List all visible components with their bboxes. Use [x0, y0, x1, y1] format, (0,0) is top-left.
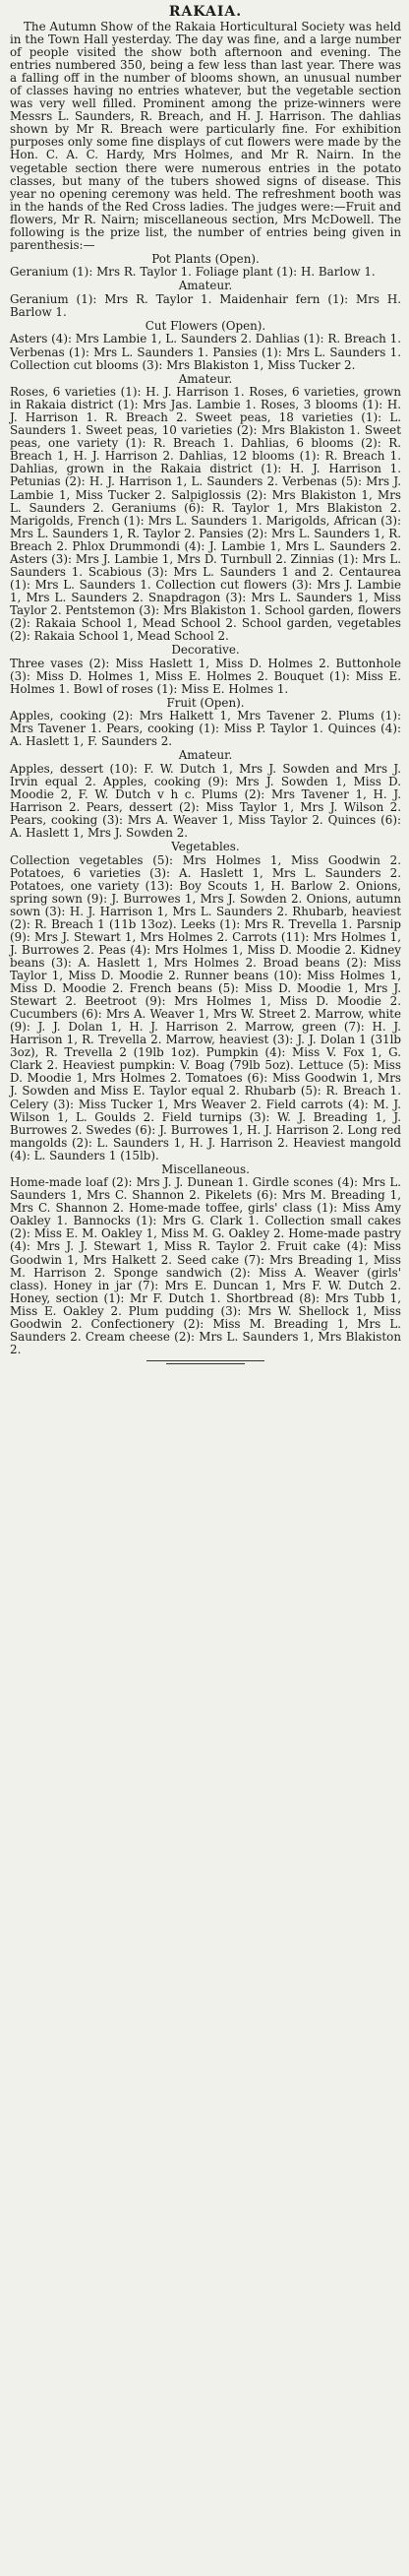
cut-flowers-open-results: Asters (4): Mrs Lambie 1, L. Saunders 2. Dahlias (1): R. Breach 1. Verbenas (1): Mrs L. Saunders 1. Pansies (1): Mrs L. Saunders 1. Collection cut blooms (3): Mrs Blakiston 1, Miss Tucker 2. — [10, 332, 401, 372]
vegetables-results: Collection vegetables (5): Mrs Holmes 1, Miss Goodwin 2. Potatoes, 6 varieties (3): A. Haslett 1, Mrs L. Saunders 2. Potatoes, one variety (13): Boy Scouts 1, H. Barlow 2. Onions, spring sown (9): J. Burrowes 1, Mrs J. Sowden 2. Onions, autumn sown (3): H. J. Harrison 1, Mrs L. Saunders 2. Rhubarb, heaviest (2): R. Breach 1 (11b 13oz). Leeks (1): Mrs R. Trevella 1. Parsnip (9): Mrs J. Stewart 1, Mrs Holmes 2. Carrots (11): Mrs Holmes 1, J. Burrowes 2. Peas (4): Mrs Holmes 1, Miss D. Moodie 2. Kidney beans (3): A. Haslett 1, Mrs Holmes 2. Broad beans (2): Miss Taylor 1, Miss D. Moodie 2. Runner beans (10): Miss Holmes 1, Miss D. Moodie 2. French beans (5): Miss D. Moodie 1, Mrs J. Stewart 2. Beetroot (9): Mrs Holmes 1, Miss D. Moodie 2. Cucumbers (6): Mrs A. Weaver 1, Mrs W. Street 2. Marrow, white (9): J. J. Dolan 1, H. J. Harrison 2. Marrow, green (7): H. J. Harrison 1, R. Trevella 2. Marrow, heaviest (3): J. J. Dolan 1 (31lb 3oz), R. Trevella 2 (19lb 1oz). Pumpkin (4): Miss V. Fox 1, G. Clark 2. Heaviest pumpkin: V. Boag (79lb 5oz). Lettuce (5): Miss D. Moodie 1, Mrs Holmes 2. Tomatoes (6): Miss Goodwin 1, Mrs J. Sowden and Miss E. Taylor equal 2. Rhubarb (5): R. Breach 1. Celery (3): Miss Tucker 1, Mrs Weaver 2. Field carrots (4): M. J. Wilson 1, L. Goulds 2. Field turnips (3): W. J. Breading 1, J. Burrowes 2. Swedes (6): J. Burrowes 1, H. J. Harrison 2. Long red mangolds (2): L. Saunders 1, H. J. Harrison 2. Heaviest mangold (4): L. Saunders 1 (15lb). — [10, 852, 401, 1162]
pot-plants-results: Geranium (1): Mrs R. Taylor 1. Foliage plant (1): H. Barlow 1. — [10, 265, 376, 280]
article-title: RAKAIA. — [168, 4, 243, 20]
section-heading-amateur: Amateur. — [178, 748, 233, 763]
miscellaneous-results: Home-made loaf (2): Mrs J. J. Dunean 1. Girdle scones (4): Mrs L. Saunders 1, Mrs C. Shannon 2. Pikelets (6): Mrs M. Breading 1, Mrs C. Shannon 2. Home-made toffee, girls' class (1): Miss Amy Oakley 1. Bannocks (1): Mrs G. Clark 1. Collection small cakes (2): Miss E. M. Oakley 1, Miss M. G. Oakley 2. Home-made pastry (4): Mrs J. J. Stewart 1, Miss R. Taylor 2. Fruit cake (4): Miss Goodwin 1, Mrs Halkett 2. Seed cake (7): Mrs Breading 1, Miss M. Harrison 2. Sponge sandwich (2): Miss A. Weaver (girls' class). Honey in jar (7): Mrs E. Duncan 1, Mrs F. W. Dutch 2. Honey, section (1): Mr F. Dutch 1. Shortbread (8): Mrs Tubb 1, Miss E. Oakley 2. Plum pudding (3): Mrs W. Shellock 1, Miss Goodwin 2. Confectionery (2): Miss M. Breading 1, Mrs L. Saunders 2. Cream cheese (2): Mrs L. Saunders 1, Mrs Blakiston 2. — [10, 1175, 401, 1356]
section-heading-amateur: Amateur. — [178, 371, 233, 386]
section-heading-miscellaneous: Miscellaneous. — [161, 1162, 250, 1176]
section-heading-amateur: Amateur. — [178, 279, 233, 293]
section-heading-decorative: Decorative. — [171, 643, 240, 658]
fruit-open-results: Apples, cooking (2): Mrs Halkett 1, Mrs Tavener 2. Plums (1): Mrs Tavener 1. Pears, cooking (1): Miss P. Taylor 1. Quinces (4): A. Haslett 1, F. Saunders 2. — [10, 709, 401, 749]
section-heading-fruit-open: Fruit (Open). — [166, 695, 245, 710]
section-heading-cut-flowers-open: Cut Flowers (Open). — [145, 318, 266, 333]
amateur-pot-plants-results: Geranium (1): Mrs R. Taylor 1. Maidenhair fern (1): Mrs H. Barlow 1. — [10, 291, 401, 319]
intro-paragraph: The Autumn Show of the Rakaia Horticultural Society was held in the Town Hall yesterday. The day was fine, and a large number of people visited the show both afternoon and evening. The entries numbered 350, being a few less than last year. There was a falling off in the number of blooms shown, an unusual number of classes having no entries whatever, but the vegetable section was very well filled. Prominent among the prize-winners were Messrs L. Saunders, R. Breach, and H. J. Harrison. The dahlias shown by Mr R. Breach were particularly fine. For exhibition purposes only some fine displays of cut flowers were made by the Hon. C. A. C. Hardy, Mrs Holmes, and Mr R. Nairn. In the vegetable section there were numerous entries in the potato classes, but many of the tubers showed signs of disease. This year no opening ceremony was held. The refreshment booth was in the hands of the Red Cross ladies. The judges were:—Fruit and flowers, Mr R. Nairn; miscellaneous section, Mrs McDowell. The following is the prize list, the number of entries being given in parenthesis:— — [10, 20, 401, 252]
end-rule-short — [166, 1363, 245, 1364]
end-rule — [146, 1360, 264, 1361]
amateur-flowers-results: Roses, 6 varieties (1): H. J. Harrison 1. Roses, 6 varieties, grown in Rakaia district (1): Mrs Jas. Lambie 1. Roses, 3 blooms (1): H. J. Harrison 1. R. Breach 2. Sweet peas, 18 varieties (1): L. Saunders 1. Sweet peas, 10 varieties (2): Mrs Blakiston 1. Sweet peas, one variety (1): R. Breach 1. Dahlias, 6 blooms (2): R. Breach 1, H. J. Harrison 2. Dahlias, 12 blooms (1): R. Breach 1. Dahlias, grown in the Rakaia district (1): H. J. Harrison 1. Petunias (2): H. J. Harrison 1, L. Saunders 2. Verbenas (5): Mrs J. Lambie 1, Miss Tucker 2. Salpiglossis (2): Mrs Blakiston 1, Mrs L. Saunders 2. Geraniums (6): R. Taylor 1, Mrs Blakiston 2. Marigolds, French (1): Mrs L. Saunders 1. Marigolds, African (3): Mrs L. Saunders 1, R. Taylor 2. Pansies (2): Mrs L. Saunders 1, R. Breach 2. Phlox Drummondi (4): J. Lambie 1, Mrs L. Saunders 2. Asters (3): Mrs J. Lambie 1, Mrs D. Turnbull 2. Zinnias (1): Mrs L. Saunders 1. Scabious (3): Mrs L. Saunders 1 and 2. Centaurea (1): Mrs L. Saunders 1. Collection cut flowers (3): Mrs J. Lambie 1, Mrs L. Saunders 2. Snapdragon (3): Mrs L. Saunders 1, Miss Taylor 2. Pentstemon (3): Mrs Blakiston 1. School garden, flowers (2): Rakaia School 1, Mead School 2. School garden, vegetables (2): Rakaia School 1, Mead School 2. — [10, 385, 401, 644]
section-heading-vegetables: Vegetables. — [171, 840, 240, 854]
section-heading-pot-plants: Pot Plants (Open). — [151, 251, 260, 266]
decorative-results: Three vases (2): Miss Haslett 1, Miss D. Holmes 2. Buttonhole (3): Miss D. Holmes 1, Miss E. Holmes 2. Bouquet (1): Miss E. Holmes 1. Bowl of roses (1): Miss E. Holmes 1. — [10, 656, 401, 696]
amateur-fruit-results: Apples, dessert (10): F. W. Dutch 1, Mrs J. Sowden and Mrs J. Irvin equal 2. Apples, cooking (9): Mrs J. Sowden 1, Miss D. Moodie 2, F. W. Dutch v h c. Plums (2): Mrs Tavener 1, H. J. Harrison 2. Pears, dessert (2): Miss Taylor 1, Mrs J. Wilson 2. Pears, cooking (3): Mrs A. Weaver 1, Miss Taylor 2. Quinces (6): A. Haslett 1, Mrs J. Sowden 2. — [10, 761, 401, 841]
